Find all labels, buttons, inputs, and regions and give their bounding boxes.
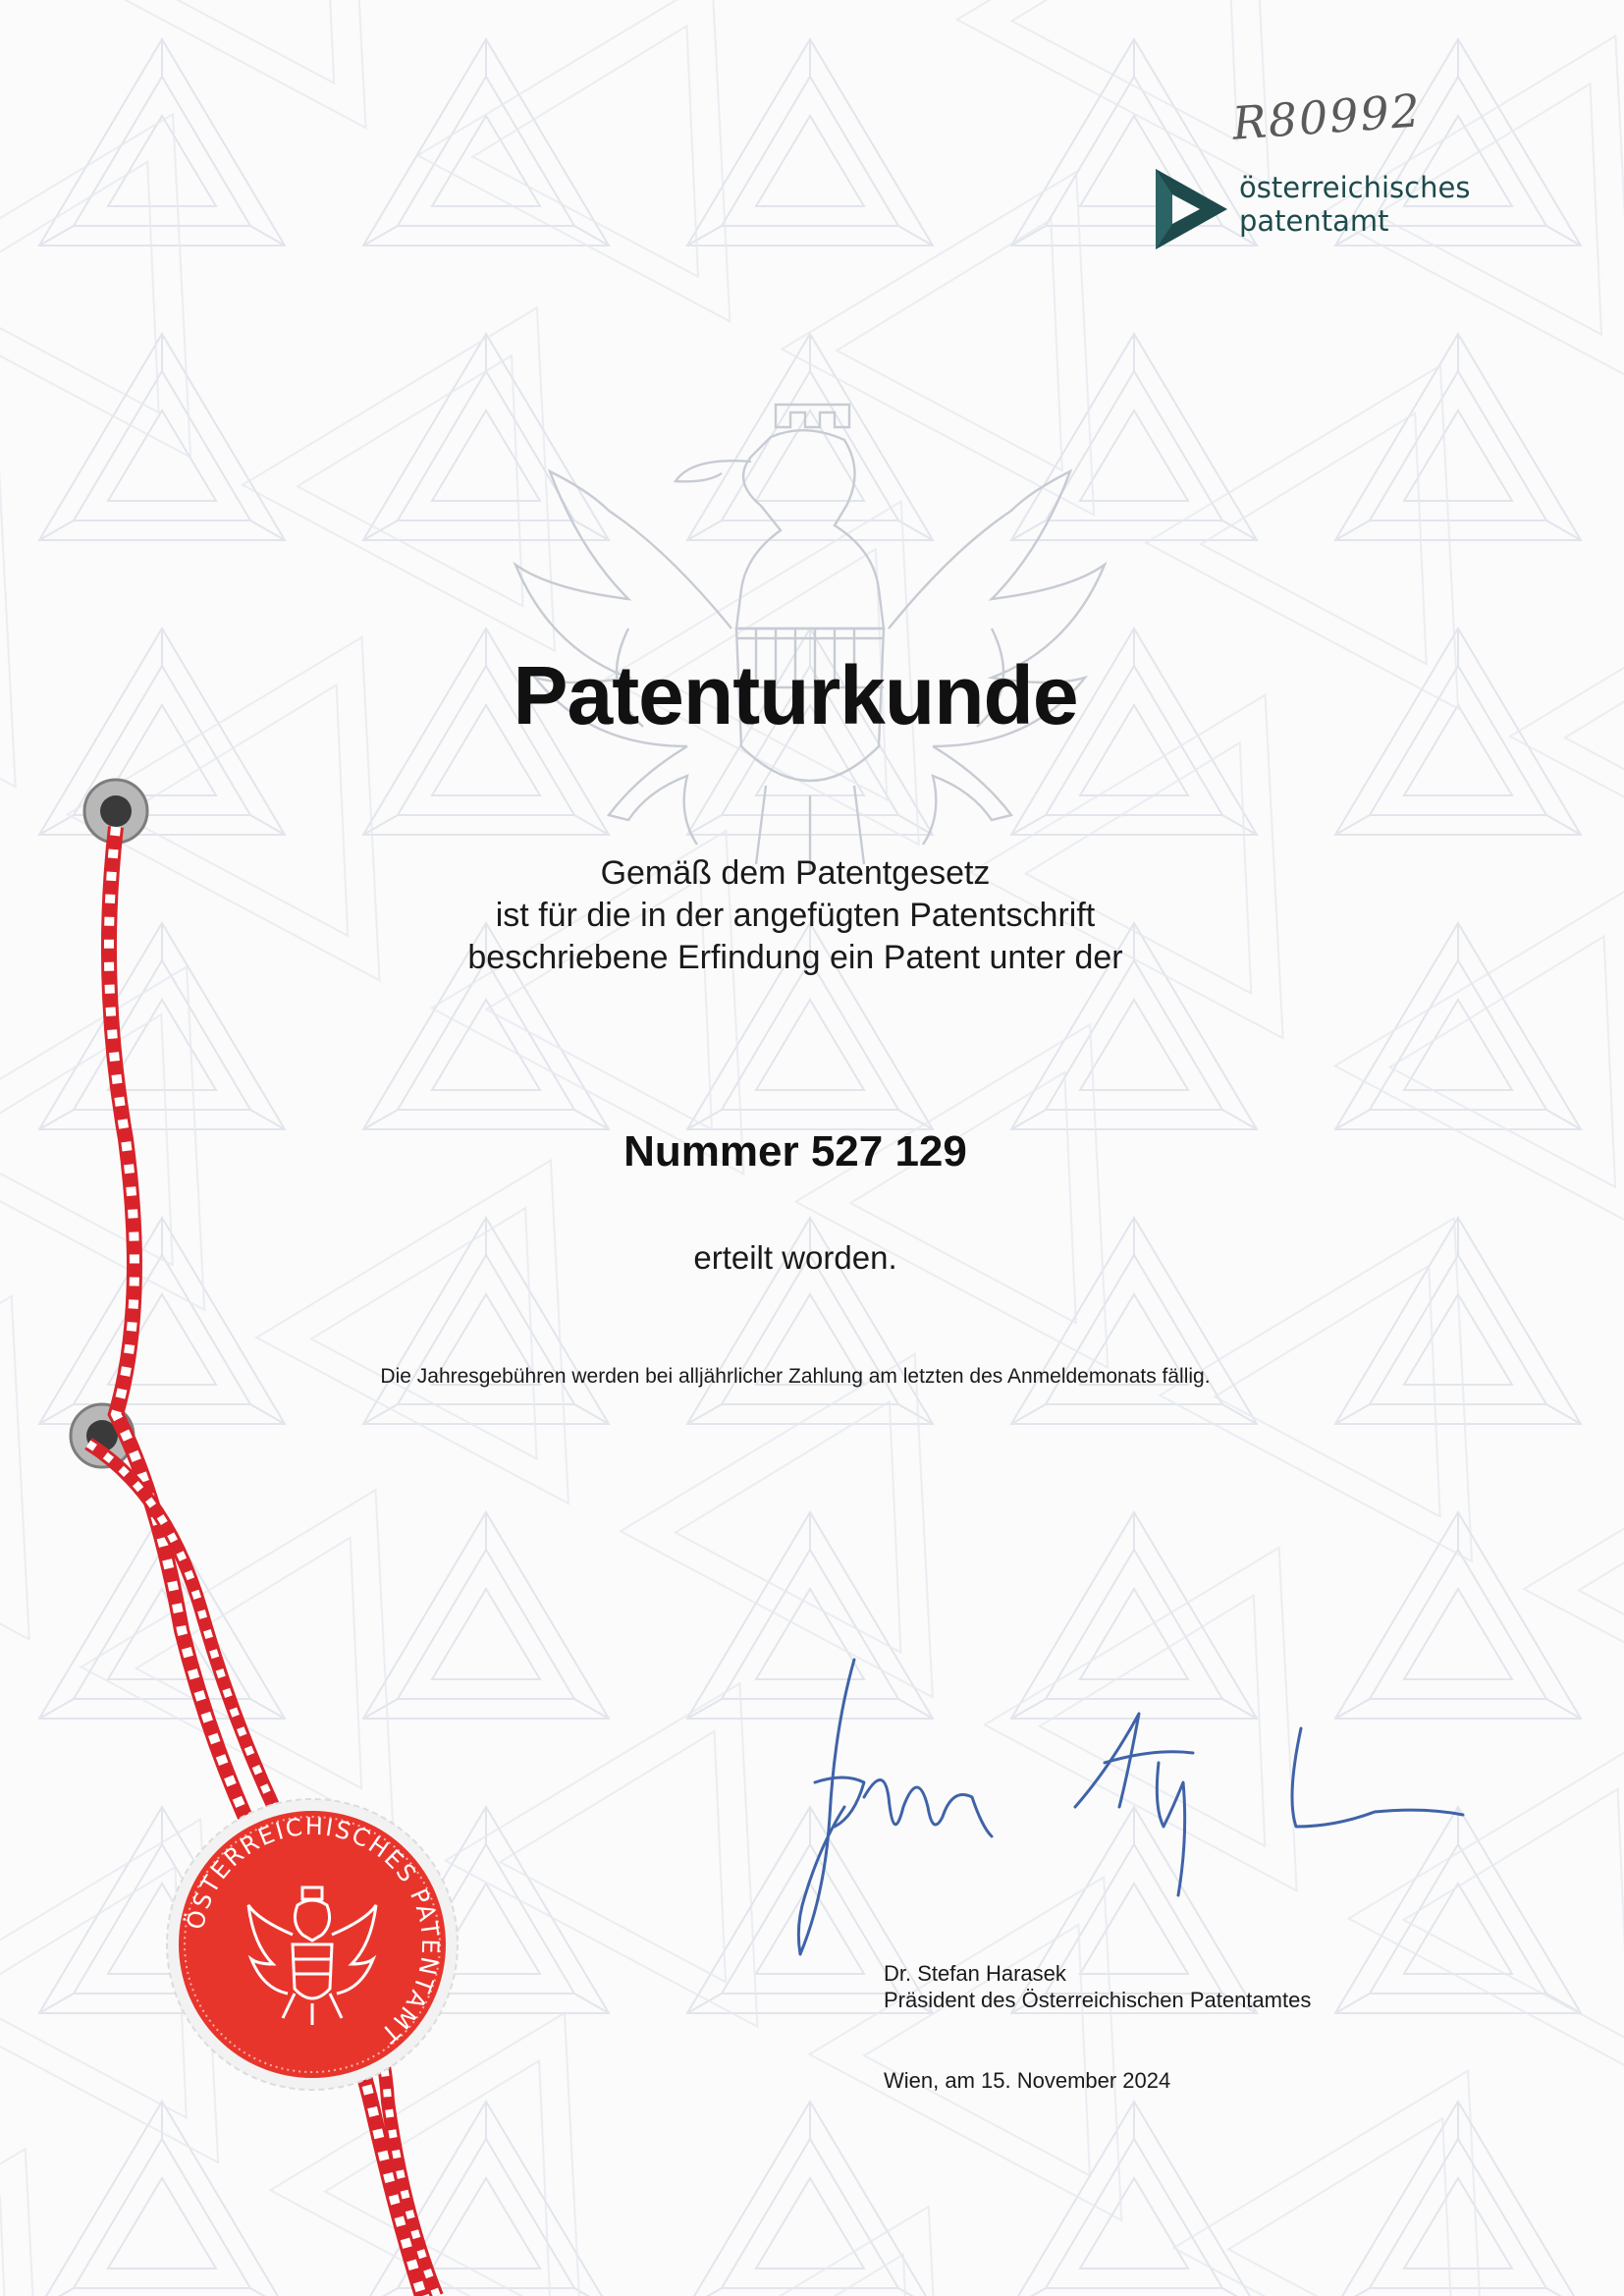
patent-office-name-line2: patentamt bbox=[1239, 204, 1389, 238]
seal-text-path: ÖSTERREICHISCHES PATENTAMT bbox=[181, 1812, 445, 2050]
intro-line-3: beschriebene Erfindung ein Patent unter der bbox=[467, 939, 1123, 976]
patent-office-logo-icon bbox=[1151, 165, 1233, 253]
signatory-role: Präsident des Österreichischen Patentamtes bbox=[884, 1988, 1312, 2012]
fees-notice: Die Jahresgebühren werden bei alljährlicher Zahlung am letzten des Anmeldemonats fällig. bbox=[380, 1365, 1211, 1388]
signatory-name: Dr. Stefan Harasek bbox=[884, 1961, 1066, 1986]
patent-office-logo bbox=[1151, 165, 1485, 253]
granted-text: erteilt worden. bbox=[693, 1239, 897, 1276]
intro-line-1: Gemäß dem Patentgesetz bbox=[600, 854, 991, 892]
official-seal bbox=[165, 1797, 460, 2092]
patent-number: Nummer 527 129 bbox=[623, 1127, 967, 1175]
place-and-date: Wien, am 15. November 2024 bbox=[884, 2068, 1171, 2093]
handwritten-reference-number: R80992 bbox=[1230, 83, 1424, 150]
patent-office-name-line1: österreichisches bbox=[1239, 171, 1471, 204]
intro-text bbox=[0, 852, 1591, 979]
document-title: Patenturkunde bbox=[513, 649, 1078, 741]
intro-line-2: ist für die in der angefügten Patentschrift bbox=[495, 897, 1096, 934]
signatory-block bbox=[884, 1960, 1311, 2013]
patent-office-name bbox=[1239, 171, 1470, 238]
